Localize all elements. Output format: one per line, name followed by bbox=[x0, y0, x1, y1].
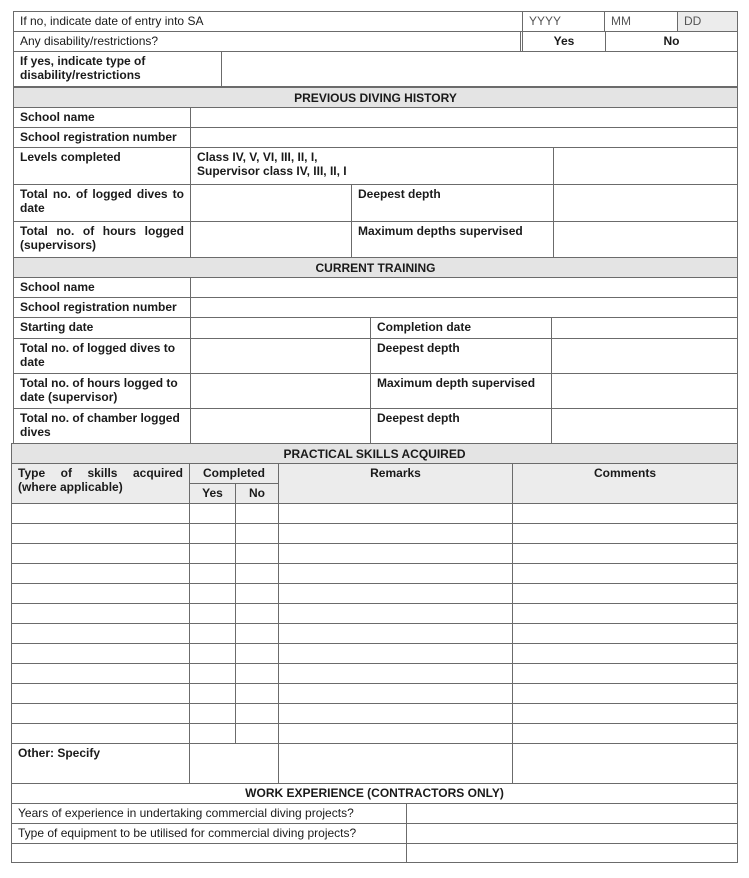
table-row[interactable] bbox=[278, 583, 513, 604]
cur-chamber-dives-field[interactable] bbox=[190, 408, 371, 444]
work-extra-field-right[interactable] bbox=[406, 843, 738, 863]
disability-label: Any disability/restrictions? bbox=[13, 31, 521, 52]
table-row[interactable] bbox=[512, 683, 738, 704]
prev-levels-options[interactable] bbox=[190, 147, 554, 185]
prev-school-name-label: School name bbox=[13, 107, 191, 128]
table-row[interactable] bbox=[189, 723, 236, 744]
skills-completed-header: Completed bbox=[189, 463, 279, 484]
prev-school-reg-field[interactable] bbox=[190, 127, 738, 148]
entry-year-field[interactable]: YYYY bbox=[522, 11, 605, 32]
cur-hours-logged-field[interactable] bbox=[190, 373, 371, 409]
table-row[interactable] bbox=[512, 643, 738, 664]
prev-school-reg-label: School registration number bbox=[13, 127, 191, 148]
table-row[interactable] bbox=[278, 543, 513, 564]
cur-deepest-depth-field[interactable] bbox=[551, 338, 738, 374]
skills-rows bbox=[11, 503, 738, 744]
table-row[interactable] bbox=[189, 583, 236, 604]
cur-max-depth-field[interactable] bbox=[551, 373, 738, 409]
skills-other-label: Other: Specify bbox=[11, 743, 190, 784]
prev-levels-field[interactable] bbox=[553, 147, 738, 185]
table-row[interactable] bbox=[11, 563, 190, 584]
cur-school-reg-field[interactable] bbox=[190, 297, 738, 318]
table-row[interactable] bbox=[278, 603, 513, 624]
cur-starting-date-field[interactable] bbox=[190, 317, 371, 339]
table-row[interactable] bbox=[11, 503, 190, 524]
prev-hours-logged-label: Total no. of hours logged (supervisors) bbox=[13, 221, 191, 258]
table-row[interactable] bbox=[512, 583, 738, 604]
table-row[interactable] bbox=[278, 523, 513, 544]
prev-logged-dives-field[interactable] bbox=[190, 184, 352, 222]
table-row[interactable] bbox=[189, 643, 236, 664]
table-row[interactable] bbox=[512, 723, 738, 744]
levels-supervisor-line: Supervisor class IV, III, II, I bbox=[197, 164, 347, 178]
table-row[interactable] bbox=[512, 603, 738, 624]
table-row[interactable] bbox=[189, 663, 236, 684]
table-row[interactable] bbox=[278, 703, 513, 724]
table-row[interactable] bbox=[11, 543, 190, 564]
table-row[interactable] bbox=[278, 683, 513, 704]
cur-hours-logged-label: Total no. of hours logged to date (supervisor) bbox=[13, 373, 191, 409]
table-row[interactable] bbox=[189, 623, 236, 644]
table-row[interactable] bbox=[11, 683, 190, 704]
table-row[interactable] bbox=[11, 663, 190, 684]
table-row[interactable] bbox=[11, 523, 190, 544]
skills-other-comments-field[interactable] bbox=[512, 743, 738, 784]
skills-no-header: No bbox=[235, 483, 279, 504]
previous-history-heading: PREVIOUS DIVING HISTORY bbox=[13, 87, 738, 108]
disability-type-field[interactable] bbox=[221, 51, 738, 87]
prev-school-name-field[interactable] bbox=[190, 107, 738, 128]
table-row[interactable] bbox=[235, 663, 279, 684]
table-row[interactable] bbox=[278, 623, 513, 644]
cur-logged-dives-field[interactable] bbox=[190, 338, 371, 374]
table-row[interactable] bbox=[189, 543, 236, 564]
levels-class-line: Class IV, V, VI, III, II, I, bbox=[197, 150, 318, 164]
prev-deepest-depth-field[interactable] bbox=[553, 184, 738, 222]
table-row[interactable] bbox=[235, 603, 279, 624]
table-row[interactable] bbox=[235, 643, 279, 664]
table-row[interactable] bbox=[235, 583, 279, 604]
table-row[interactable] bbox=[235, 563, 279, 584]
table-row[interactable] bbox=[235, 523, 279, 544]
disability-type-label: If yes, indicate type of disability/restrictions bbox=[13, 51, 222, 87]
table-row[interactable] bbox=[278, 643, 513, 664]
table-row[interactable] bbox=[189, 603, 236, 624]
cur-deepest-depth-label: Deepest depth bbox=[370, 338, 552, 374]
table-row[interactable] bbox=[235, 543, 279, 564]
table-row[interactable] bbox=[11, 643, 190, 664]
table-row[interactable] bbox=[189, 703, 236, 724]
prev-hours-logged-field[interactable] bbox=[190, 221, 352, 258]
work-experience-heading: WORK EXPERIENCE (CONTRACTORS ONLY) bbox=[11, 783, 738, 804]
cur-chamber-dives-label: Total no. of chamber logged dives bbox=[13, 408, 191, 444]
cur-starting-date-label: Starting date bbox=[13, 317, 191, 339]
prev-logged-dives-label: Total no. of logged dives to date bbox=[13, 184, 191, 222]
prev-max-depths-field[interactable] bbox=[553, 221, 738, 258]
prev-deepest-depth-label: Deepest depth bbox=[351, 184, 554, 222]
table-row[interactable] bbox=[512, 503, 738, 524]
cur-deepest-depth-2-field[interactable] bbox=[551, 408, 738, 444]
cur-max-depth-label: Maximum depth supervised bbox=[370, 373, 552, 409]
table-row[interactable] bbox=[278, 563, 513, 584]
table-row[interactable] bbox=[278, 723, 513, 744]
disability-no-option[interactable]: No bbox=[605, 31, 738, 52]
table-row[interactable] bbox=[512, 563, 738, 584]
cur-school-reg-label: School registration number bbox=[13, 297, 191, 318]
table-row[interactable] bbox=[512, 623, 738, 644]
years-experience-label: Years of experience in undertaking commercial diving projects? bbox=[11, 803, 407, 824]
table-row[interactable] bbox=[235, 503, 279, 524]
skills-comments-header: Comments bbox=[512, 463, 738, 504]
entry-month-field[interactable]: MM bbox=[604, 11, 678, 32]
table-row[interactable] bbox=[189, 503, 236, 524]
table-row[interactable] bbox=[512, 703, 738, 724]
table-row[interactable] bbox=[512, 523, 738, 544]
table-row[interactable] bbox=[512, 663, 738, 684]
table-row[interactable] bbox=[189, 563, 236, 584]
cur-logged-dives-label: Total no. of logged dives to date bbox=[13, 338, 191, 374]
skills-other-completed-field[interactable] bbox=[189, 743, 279, 784]
table-row[interactable] bbox=[189, 523, 236, 544]
work-extra-field-left[interactable] bbox=[11, 843, 407, 863]
years-experience-field[interactable] bbox=[406, 803, 738, 824]
table-row[interactable] bbox=[235, 723, 279, 744]
skills-yes-header: Yes bbox=[189, 483, 236, 504]
skills-type-header: Type of skills acquired (where applicable) bbox=[11, 463, 190, 504]
cur-completion-date-label: Completion date bbox=[370, 317, 552, 339]
table-row[interactable] bbox=[189, 683, 236, 704]
table-row[interactable] bbox=[278, 663, 513, 684]
table-row[interactable] bbox=[235, 623, 279, 644]
table-row[interactable] bbox=[11, 583, 190, 604]
prev-levels-label: Levels completed bbox=[13, 147, 191, 185]
practical-skills-heading: PRACTICAL SKILLS ACQUIRED bbox=[11, 443, 738, 464]
table-row[interactable] bbox=[512, 543, 738, 564]
table-row[interactable] bbox=[11, 623, 190, 644]
entry-date-label: If no, indicate date of entry into SA bbox=[13, 11, 523, 32]
equipment-field[interactable] bbox=[406, 823, 738, 844]
current-training-heading: CURRENT TRAINING bbox=[13, 257, 738, 278]
cur-school-name-label: School name bbox=[13, 277, 191, 298]
disability-yes-option[interactable]: Yes bbox=[522, 31, 606, 52]
skills-remarks-header: Remarks bbox=[278, 463, 513, 504]
table-row[interactable] bbox=[235, 703, 279, 724]
table-row[interactable] bbox=[235, 683, 279, 704]
table-row[interactable] bbox=[11, 703, 190, 724]
table-row[interactable] bbox=[278, 503, 513, 524]
entry-day-field[interactable]: DD bbox=[677, 11, 738, 32]
skills-other-remarks-field[interactable] bbox=[278, 743, 513, 784]
table-row[interactable] bbox=[11, 603, 190, 624]
cur-completion-date-field[interactable] bbox=[551, 317, 738, 339]
equipment-label: Type of equipment to be utilised for commercial diving projects? bbox=[11, 823, 407, 844]
prev-max-depths-label: Maximum depths supervised bbox=[351, 221, 554, 258]
table-row[interactable] bbox=[11, 723, 190, 744]
cur-school-name-field[interactable] bbox=[190, 277, 738, 298]
cur-deepest-depth-2-label: Deepest depth bbox=[370, 408, 552, 444]
